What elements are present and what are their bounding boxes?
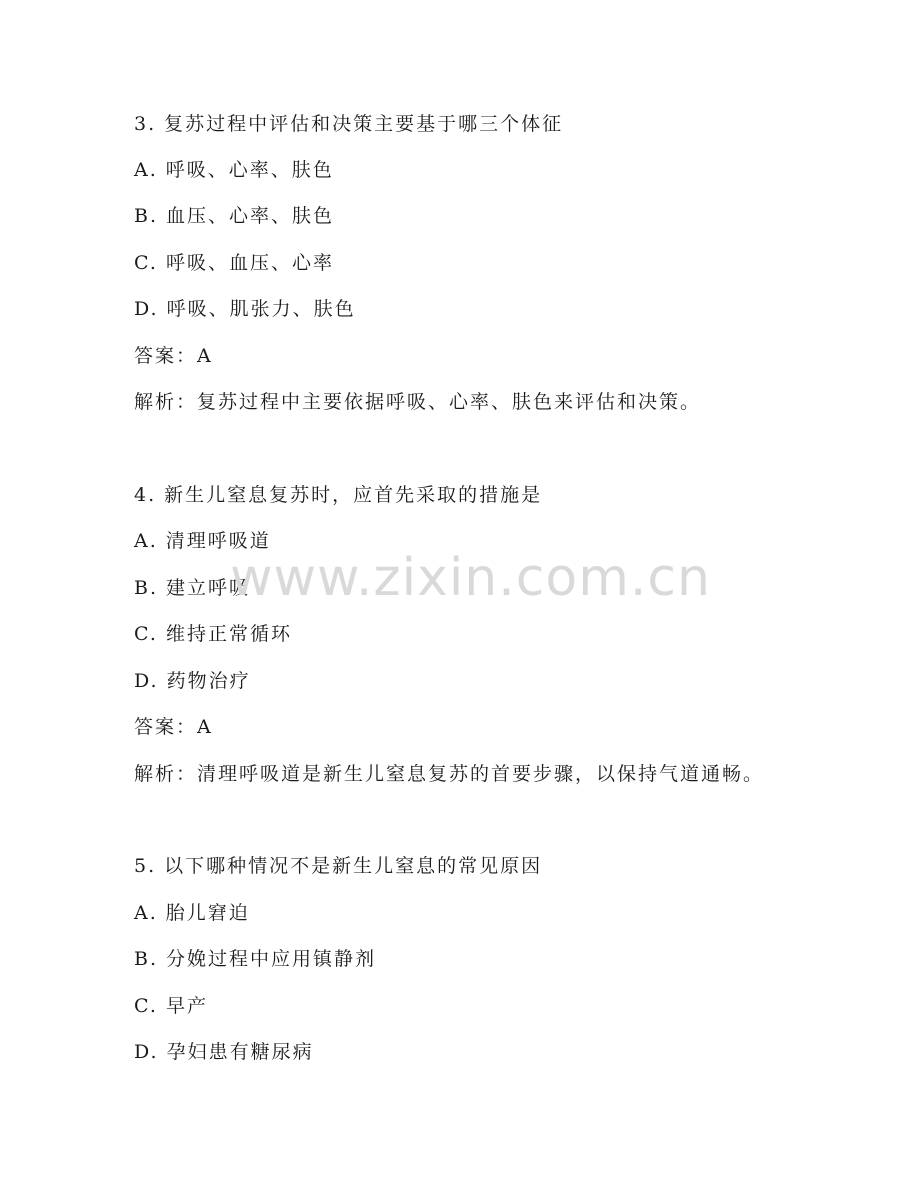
question-3-answer: 答案：A	[134, 345, 213, 367]
question-5-option-a: A. 胎儿窘迫	[134, 902, 250, 924]
watermark: www.zixin.com.cn	[230, 548, 711, 608]
question-3-option-a: A. 呼吸、心率、肤色	[134, 159, 334, 181]
question-3-option-b: B. 血压、心率、肤色	[134, 205, 335, 227]
question-4-option-a: A. 清理呼吸道	[134, 530, 271, 552]
question-4-stem: 4. 新生儿窒息复苏时，应首先采取的措施是	[134, 484, 543, 506]
question-4-option-c: C. 维持正常循环	[134, 623, 292, 645]
question-4-explanation: 解析：清理呼吸道是新生儿窒息复苏的首要步骤，以保持气道通畅。	[134, 763, 765, 785]
question-3-stem: 3. 复苏过程中评估和决策主要基于哪三个体征	[134, 113, 564, 135]
question-3-option-d: D. 呼吸、肌张力、肤色	[134, 298, 356, 320]
question-4-answer: 答案：A	[134, 716, 213, 738]
question-4-option-d: D. 药物治疗	[134, 670, 251, 692]
question-3-explanation: 解析：复苏过程中主要依据呼吸、心率、肤色来评估和决策。	[134, 391, 702, 413]
question-5-stem: 5. 以下哪种情况不是新生儿窒息的常见原因	[134, 855, 543, 877]
question-4-option-b: B. 建立呼吸	[134, 577, 251, 599]
question-5-option-c: C. 早产	[134, 995, 208, 1017]
question-5-option-d: D. 孕妇患有糖尿病	[134, 1041, 314, 1063]
question-3-option-c: C. 呼吸、血压、心率	[134, 252, 334, 274]
question-5-option-b: B. 分娩过程中应用镇静剂	[134, 948, 377, 970]
